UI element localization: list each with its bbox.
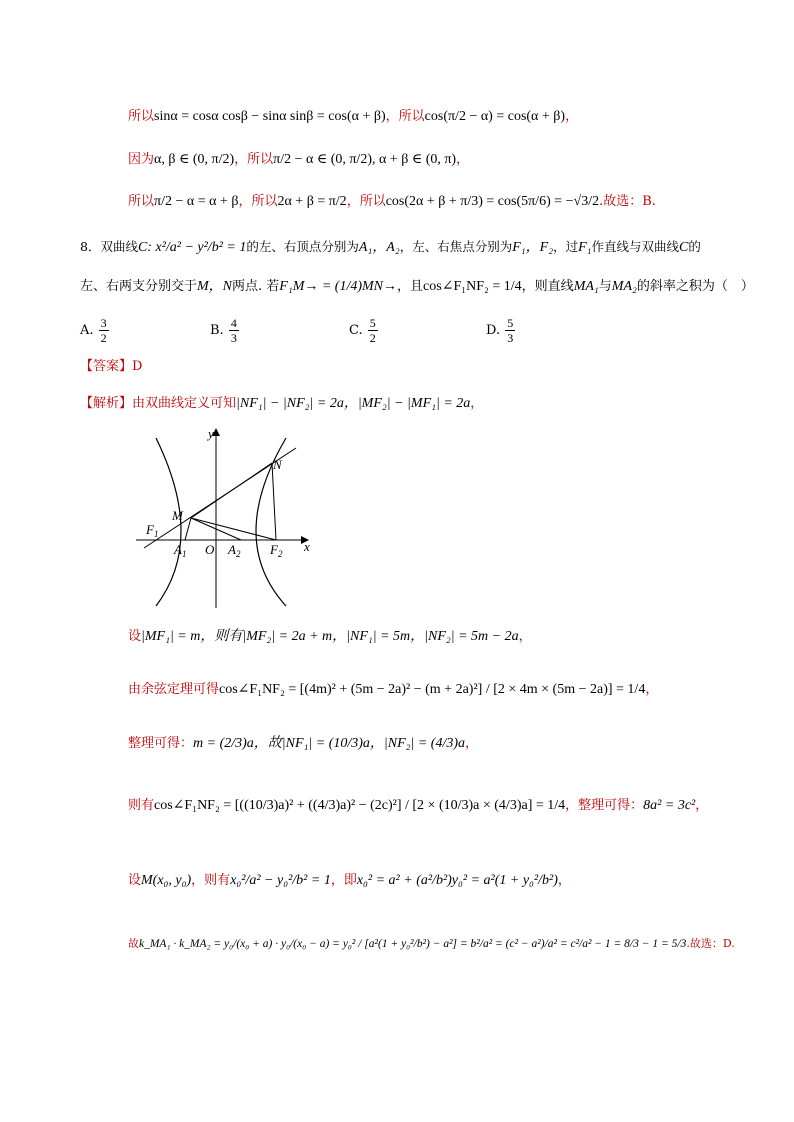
formula: cos∠F₁NF₂ = 1/4: [423, 279, 522, 294]
text: .故选：B.: [599, 194, 656, 209]
answer-value: D: [132, 359, 143, 374]
text: 与: [598, 279, 612, 294]
label-x: x: [304, 539, 310, 554]
numerator: 4: [230, 316, 237, 330]
option-label: D.: [486, 323, 501, 338]
text: 的斜率之积为（ ）: [636, 279, 754, 294]
option-fraction: [229, 316, 239, 345]
segment-nf2: [272, 463, 276, 540]
text: 故: [128, 937, 139, 950]
q8-stem-line-1: [80, 237, 701, 258]
option-label: C.: [349, 323, 363, 338]
formula: π/2 − α = α + β: [154, 194, 239, 209]
formula: MA₂: [611, 279, 637, 294]
text: ，即: [330, 873, 357, 888]
analysis-line-7: [128, 934, 735, 954]
text: 所以: [128, 194, 155, 209]
formula: F₁，F₂: [512, 240, 554, 255]
formula: C: [679, 240, 689, 255]
text: 左、右两支分别交于: [80, 279, 198, 294]
numerator: 5: [369, 316, 376, 330]
text: ，: [456, 152, 470, 167]
label-a1: $A_1$: [174, 542, 187, 559]
formula: α, β ∈ (0, π/2): [154, 152, 235, 167]
formula: 8a² = 3c²: [643, 798, 696, 813]
answer-tag: 【答案】: [80, 359, 133, 374]
analysis-line-6: [128, 871, 571, 891]
text: 由余弦定理可得: [128, 682, 220, 697]
text: 的: [688, 239, 701, 254]
text: 8．双曲线: [80, 239, 138, 254]
text: 则有: [128, 798, 155, 813]
text: 所以: [128, 109, 155, 124]
formula: cos(π/2 − α) = cos(α + β): [424, 109, 566, 124]
text: 两点. 若: [232, 279, 280, 294]
option-d[interactable]: [486, 316, 516, 345]
formula: |NF₁| − |NF₂| = 2a，|MF₂| − |MF₁| = 2a: [236, 396, 471, 411]
analysis-line-5: [128, 796, 708, 816]
sol7-line-1: [128, 107, 578, 127]
formula: |MF₁| = m，则有|MF₂| = 2a + m，|NF₁| = 5m，|NF₂| = 5m − 2a: [141, 629, 519, 644]
option-fraction: [505, 316, 515, 345]
formula: C: x²/a² − y²/b² = 1: [137, 240, 247, 255]
text: 由双曲线定义可知: [132, 396, 237, 411]
option-label: B.: [210, 323, 224, 338]
segment-ma1: [185, 518, 191, 540]
formula: cos∠F₁NF₂ = [(4m)² + (5m − 2a)² − (m + 2a)²] / [2 × 4m × (5m − 2a)] = 1/4: [219, 682, 646, 697]
text: 整理可得：: [128, 736, 194, 751]
formula: π/2 − α ∈ (0, π/2), α + β ∈ (0, π): [273, 152, 457, 167]
label-n: N: [273, 457, 282, 472]
denominator: 3: [507, 331, 514, 345]
formula: MA₁: [573, 279, 599, 294]
option-a[interactable]: [80, 316, 110, 345]
text: 设: [128, 873, 142, 888]
label-m: M: [172, 508, 183, 523]
text: 作直线与双曲线: [591, 239, 680, 254]
option-b[interactable]: [210, 316, 240, 345]
formula: A₁，A₂: [358, 240, 400, 255]
text: ，: [565, 109, 579, 124]
option-label: A.: [80, 323, 94, 338]
text: ，过: [553, 239, 579, 254]
option-c[interactable]: [349, 316, 379, 345]
option-fraction: [99, 316, 109, 345]
hyperbola-figure: [136, 424, 326, 610]
sol7-line-3: [128, 192, 656, 212]
formula: cos∠F₁NF₂ = [((10/3)a)² + ((4/3)a)² − (2c)²] / [2 × (10/3)a × (4/3)a] = 1/4: [154, 798, 566, 813]
label-f1: $F_1$: [146, 522, 159, 539]
text: ，整理可得：: [565, 798, 644, 813]
text: 因为: [128, 152, 155, 167]
numerator: 5: [507, 316, 514, 330]
analysis-line-4: [128, 734, 478, 754]
formula: M(x₀, y₀): [141, 873, 192, 888]
text: ，则有: [191, 873, 231, 888]
formula: 2α + β = π/2: [277, 194, 347, 209]
text: ，所以: [385, 109, 425, 124]
formula: F₁: [578, 240, 592, 255]
formula: cos(2α + β + π/3) = cos(5π/6) = −√3/2: [385, 194, 600, 209]
answer-line: [80, 357, 142, 377]
text: ，: [470, 396, 484, 411]
option-fraction: [368, 316, 378, 345]
analysis-line-3: [128, 680, 658, 700]
text: ，则直线: [521, 279, 574, 294]
denominator: 2: [100, 331, 107, 345]
analysis-line-1: [80, 394, 483, 414]
text: ，: [518, 629, 532, 644]
formula: m = (2/3)a，故|NF₁| = (10/3)a，|NF₂| = (4/3)a: [193, 736, 466, 751]
text: ，所以: [346, 194, 386, 209]
segment-mn: [191, 463, 272, 518]
label-f2: $F_2$: [270, 542, 283, 559]
formula: F₁M→ = (1/4)MN→: [279, 279, 398, 294]
analysis-line-2: [128, 627, 532, 647]
denominator: 2: [369, 331, 376, 345]
text: ，所以: [238, 194, 278, 209]
text: ，: [557, 873, 571, 888]
text: ，: [645, 682, 659, 697]
text: ，所以: [234, 152, 274, 167]
text: ，左、右焦点分别为: [399, 239, 513, 254]
label-a2: $A_2$: [228, 542, 241, 559]
text: ，: [695, 798, 709, 813]
label-o: O: [205, 542, 215, 557]
q8-stem-line-2: [80, 277, 754, 297]
text: 设: [128, 629, 142, 644]
numerator: 3: [100, 316, 107, 330]
analysis-tag: 【解析】: [80, 396, 133, 411]
formula: x₀² = a² + (a²/b²)y₀² = a²(1 + y₀²/b²): [356, 873, 558, 888]
text: 的左、右顶点分别为: [246, 239, 359, 254]
formula: sinα = cosα cosβ − sinα sinβ = cos(α + β): [154, 109, 386, 124]
text: ，: [465, 736, 479, 751]
formula: k_MA₁ · k_MA₂ = y₀/(x₀ + a) · y₀/(x₀ − a) = y₀² / [a²(1 + y₀²/b²) − a²] = b²/a² = (c² − a²)/a² = c²/a² − 1 = 8/3 − 1 = 5/3: [139, 938, 687, 950]
text: .故选：D.: [686, 937, 735, 950]
label-y: y: [208, 426, 214, 441]
formula: M，N: [197, 279, 233, 294]
formula: x₀²/a² − y₀²/b² = 1: [230, 873, 331, 888]
text: ，且: [397, 279, 424, 294]
denominator: 3: [230, 331, 237, 345]
sol7-line-2: [128, 150, 469, 170]
